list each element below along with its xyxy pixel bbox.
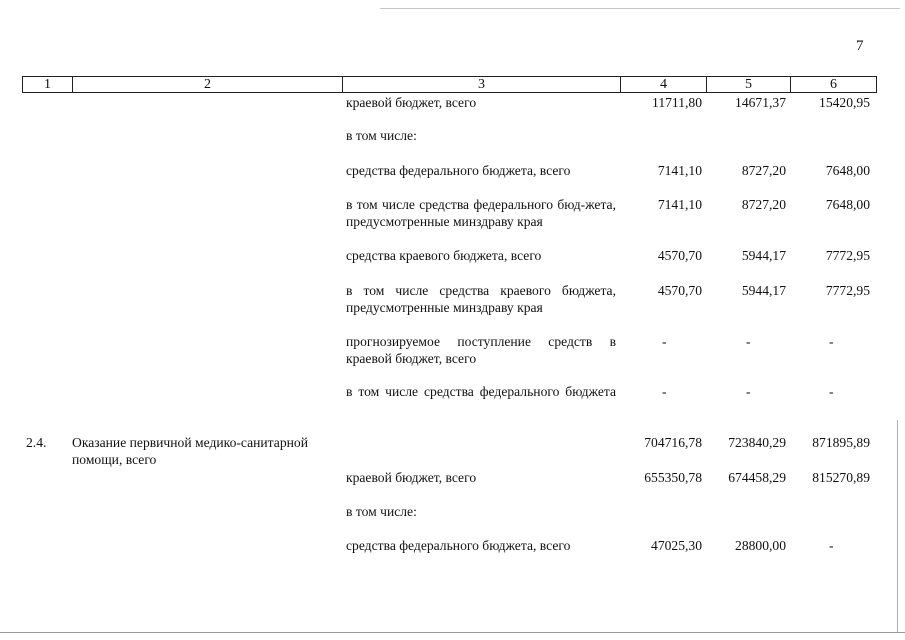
- value-col-5: 8727,20: [741, 197, 786, 212]
- value-col-6: 871895,89: [812, 435, 870, 450]
- row-description: в том числе:: [346, 504, 417, 519]
- row-description: краевой бюджет, всего: [346, 470, 477, 485]
- value-col-4: -: [662, 384, 667, 399]
- value-col-5: 28800,00: [735, 538, 786, 553]
- row-description: в том числе средства краевого бюджета, предусмотренные минздраву края: [346, 283, 616, 315]
- value-col-5: 723840,29: [728, 435, 786, 450]
- value-col-4: 47025,30: [651, 538, 702, 553]
- value-col-4: 704716,78: [644, 435, 702, 450]
- page-number: 7: [856, 38, 864, 54]
- value-col-4: 4570,70: [657, 283, 702, 298]
- value-col-4: 4570,70: [657, 248, 702, 263]
- scan-edge-right: [897, 420, 898, 632]
- value-col-4: 7141,10: [657, 163, 702, 178]
- row-description: средства федерального бюджета, всего: [346, 163, 571, 178]
- value-col-6: 7772,95: [825, 283, 870, 298]
- scan-edge-top: [380, 8, 900, 9]
- value-col-6: -: [829, 334, 834, 349]
- value-col-6: 15420,95: [819, 95, 870, 110]
- value-col-5: 674458,29: [728, 470, 786, 485]
- value-col-4: 11711,80: [652, 95, 702, 110]
- header-col-6: 6: [830, 76, 837, 92]
- header-col-5: 5: [707, 77, 791, 92]
- row-description: в том числе:: [346, 128, 417, 143]
- value-col-5: 5944,17: [741, 283, 786, 298]
- value-col-6: -: [829, 384, 834, 399]
- row-description: в том числе средства федерального бюджета: [346, 384, 616, 399]
- row-description: краевой бюджет, всего: [346, 95, 477, 110]
- header-col-2: 2: [73, 77, 343, 92]
- header-col-3: 3: [343, 77, 621, 92]
- value-col-5: 8727,20: [741, 163, 786, 178]
- row-description: в том числе средства федерального бюд-жета, предусмотренные минздраву края: [346, 197, 616, 229]
- header-col-4: 4: [621, 77, 707, 92]
- value-col-6: 7772,95: [825, 248, 870, 263]
- value-col-6: 815270,89: [812, 470, 870, 485]
- value-col-6: -: [829, 538, 834, 553]
- value-col-6: 7648,00: [825, 163, 870, 178]
- scan-edge-bottom: [0, 632, 905, 633]
- row-name: Оказание первичной медико-санитарной помощи, всего: [72, 435, 308, 467]
- row-number: 2.4.: [26, 435, 47, 450]
- header-col-1: 1: [23, 77, 73, 92]
- row-description: средства федерального бюджета, всего: [346, 538, 571, 553]
- value-col-5: -: [746, 334, 751, 349]
- value-col-6: 7648,00: [825, 197, 870, 212]
- value-col-4: 7141,10: [657, 197, 702, 212]
- row-description: средства краевого бюджета, всего: [346, 248, 542, 263]
- value-col-4: 655350,78: [644, 470, 702, 485]
- table-header: [22, 76, 877, 93]
- value-col-5: 14671,37: [735, 95, 786, 110]
- value-col-5: -: [746, 384, 751, 399]
- value-col-5: 5944,17: [741, 248, 786, 263]
- row-description: прогнозируемое поступление средств в краевой бюджет, всего: [346, 334, 616, 366]
- value-col-4: -: [662, 334, 667, 349]
